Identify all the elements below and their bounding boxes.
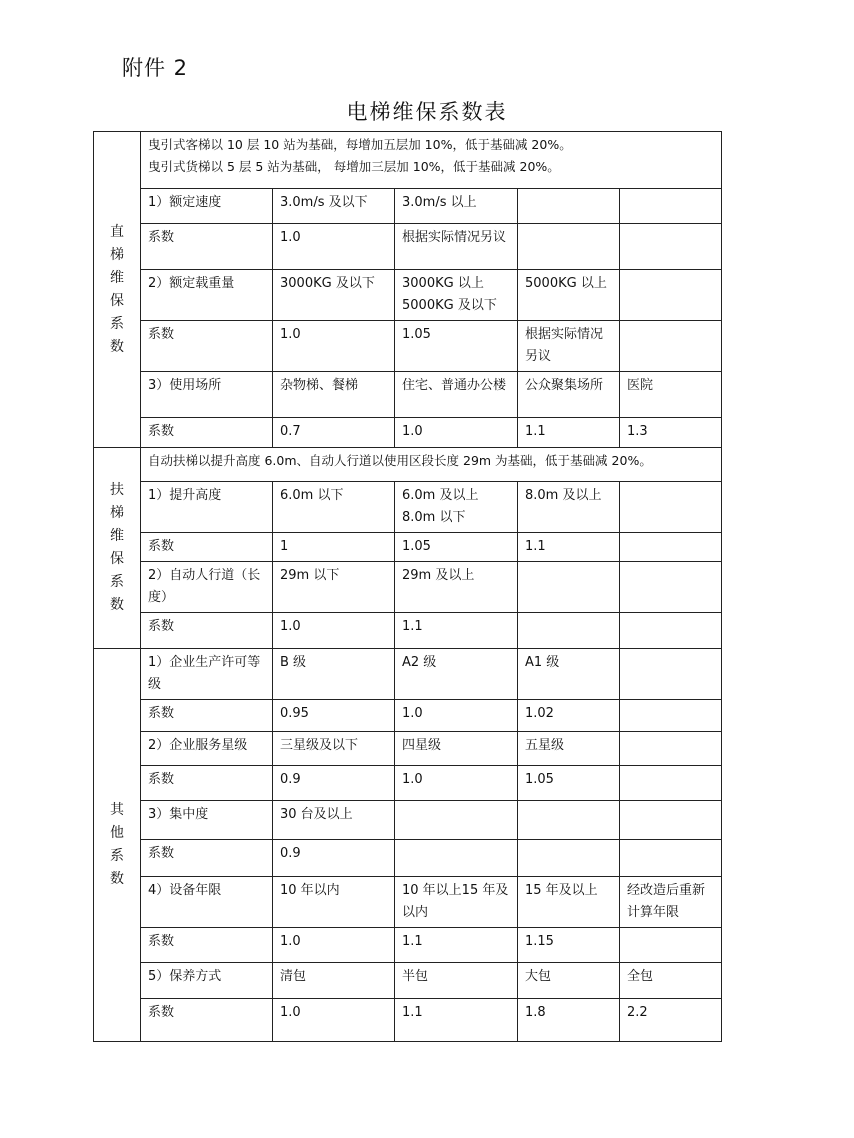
row-label-cell: 2）企业服务星级 xyxy=(141,732,273,766)
table-row xyxy=(94,613,722,649)
page-title: 电梯维保系数表 xyxy=(346,100,508,124)
row-label-cell: 1）企业生产许可等级 xyxy=(141,649,273,700)
value-cell: 0.9 xyxy=(273,840,395,877)
value-cell: 大包 xyxy=(518,963,620,999)
value-cell xyxy=(620,732,722,766)
value-cell: 1.1 xyxy=(518,533,620,562)
value-cell xyxy=(620,840,722,877)
category-escalator xyxy=(94,448,141,649)
value-cell: 1.05 xyxy=(518,766,620,801)
row-label-cell: 系数 xyxy=(141,766,273,801)
row-label-cell: 系数 xyxy=(141,321,273,372)
table-row xyxy=(94,482,722,533)
row-label-cell: 系数 xyxy=(141,840,273,877)
value-cell: 1 xyxy=(273,533,395,562)
row-label-cell: 3）集中度 xyxy=(141,801,273,840)
intro-line: 曳引式货梯以 5 层 5 站为基础， 每增加三层加 10%，低于基础减 20%。 xyxy=(148,159,560,174)
intro-line: 自动扶梯以提升高度 6.0m、自动人行道以使用区段长度 29m 为基础，低于基础减 20%。 xyxy=(148,453,652,468)
section-intro-row xyxy=(94,448,722,482)
table-row xyxy=(94,649,722,700)
table-row xyxy=(94,801,722,840)
value-cell: 根据实际情况另议 xyxy=(395,224,518,270)
value-cell: A1 级 xyxy=(518,649,620,700)
value-cell: 3000KG 以上5000KG 及以下 xyxy=(395,270,518,321)
value-cell: 29m 以下 xyxy=(273,562,395,613)
value-cell: 10 年以内 xyxy=(273,877,395,928)
value-cell xyxy=(620,613,722,649)
value-cell: 29m 及以上 xyxy=(395,562,518,613)
category-label: 直梯维保系数 xyxy=(110,223,124,355)
table-row xyxy=(94,700,722,732)
value-cell xyxy=(518,224,620,270)
table-row xyxy=(94,270,722,321)
table-row xyxy=(94,732,722,766)
category-label: 扶梯维保系数 xyxy=(110,482,124,613)
table-row xyxy=(94,562,722,613)
value-cell xyxy=(518,840,620,877)
value-cell: 医院 xyxy=(620,372,722,418)
value-cell: B 级 xyxy=(273,649,395,700)
value-cell xyxy=(620,766,722,801)
value-cell: 半包 xyxy=(395,963,518,999)
value-cell: 1.0 xyxy=(273,999,395,1042)
table-row xyxy=(94,224,722,270)
table-row xyxy=(94,877,722,928)
category-other xyxy=(94,649,141,1042)
value-cell: 1.0 xyxy=(395,418,518,448)
value-cell xyxy=(395,801,518,840)
row-label-cell: 系数 xyxy=(141,533,273,562)
value-cell xyxy=(620,801,722,840)
row-label-cell: 2）自动人行道（长度） xyxy=(141,562,273,613)
value-cell xyxy=(620,482,722,533)
value-cell: 三星级及以下 xyxy=(273,732,395,766)
value-cell: 1.0 xyxy=(273,224,395,270)
value-cell: 0.7 xyxy=(273,418,395,448)
value-cell xyxy=(620,270,722,321)
section-intro-row xyxy=(94,132,722,189)
table-row xyxy=(94,321,722,372)
value-cell: 3.0m/s 及以下 xyxy=(273,189,395,224)
row-label-cell: 1）额定速度 xyxy=(141,189,273,224)
value-cell: 1.0 xyxy=(273,613,395,649)
value-cell xyxy=(620,224,722,270)
value-cell: 6.0m 及以上8.0m 以下 xyxy=(395,482,518,533)
category-label: 其他系数 xyxy=(110,802,124,887)
coefficient-table xyxy=(93,131,722,1042)
value-cell: 1.15 xyxy=(518,928,620,963)
value-cell: 3000KG 及以下 xyxy=(273,270,395,321)
value-cell: 30 台及以上 xyxy=(273,801,395,840)
table-row xyxy=(94,372,722,418)
value-cell: 1.0 xyxy=(273,928,395,963)
row-label-cell: 系数 xyxy=(141,224,273,270)
value-cell: 8.0m 及以上 xyxy=(518,482,620,533)
row-label-cell: 2）额定载重量 xyxy=(141,270,273,321)
row-label-cell: 1）提升高度 xyxy=(141,482,273,533)
value-cell xyxy=(395,840,518,877)
value-cell xyxy=(620,928,722,963)
value-cell: 五星级 xyxy=(518,732,620,766)
value-cell xyxy=(620,649,722,700)
value-cell: 1.0 xyxy=(273,321,395,372)
row-label-cell: 系数 xyxy=(141,999,273,1042)
value-cell: 杂物梯、餐梯 xyxy=(273,372,395,418)
table-row xyxy=(94,928,722,963)
value-cell xyxy=(620,562,722,613)
value-cell xyxy=(518,189,620,224)
value-cell: 住宅、普通办公楼 xyxy=(395,372,518,418)
value-cell xyxy=(620,189,722,224)
section-intro xyxy=(141,132,722,189)
value-cell xyxy=(620,321,722,372)
value-cell: 6.0m 以下 xyxy=(273,482,395,533)
value-cell: 10 年以上15 年及以内 xyxy=(395,877,518,928)
value-cell: 1.8 xyxy=(518,999,620,1042)
value-cell: 四星级 xyxy=(395,732,518,766)
section-intro xyxy=(141,448,722,482)
value-cell: 全包 xyxy=(620,963,722,999)
value-cell: 根据实际情况另议 xyxy=(518,321,620,372)
intro-line: 曳引式客梯以 10 层 10 站为基础，每增加五层加 10%，低于基础减 20%。 xyxy=(148,137,572,152)
row-label-cell: 系数 xyxy=(141,613,273,649)
row-label-cell: 系数 xyxy=(141,700,273,732)
value-cell: 1.1 xyxy=(395,613,518,649)
table-row xyxy=(94,766,722,801)
value-cell: 2.2 xyxy=(620,999,722,1042)
value-cell: 公众聚集场所 xyxy=(518,372,620,418)
table-row xyxy=(94,533,722,562)
value-cell: 1.1 xyxy=(518,418,620,448)
value-cell xyxy=(518,801,620,840)
value-cell: 1.0 xyxy=(395,766,518,801)
value-cell: 经改造后重新计算年限 xyxy=(620,877,722,928)
value-cell: 15 年及以上 xyxy=(518,877,620,928)
table-row xyxy=(94,999,722,1042)
value-cell: 3.0m/s 以上 xyxy=(395,189,518,224)
value-cell xyxy=(518,562,620,613)
value-cell: 1.05 xyxy=(395,533,518,562)
row-label-cell: 3）使用场所 xyxy=(141,372,273,418)
value-cell xyxy=(620,700,722,732)
table-row xyxy=(94,189,722,224)
value-cell: 1.3 xyxy=(620,418,722,448)
value-cell xyxy=(620,533,722,562)
value-cell: A2 级 xyxy=(395,649,518,700)
table-row xyxy=(94,963,722,999)
value-cell: 1.02 xyxy=(518,700,620,732)
row-label-cell: 系数 xyxy=(141,418,273,448)
value-cell: 1.05 xyxy=(395,321,518,372)
value-cell: 1.0 xyxy=(395,700,518,732)
value-cell xyxy=(518,613,620,649)
value-cell: 1.1 xyxy=(395,928,518,963)
row-label-cell: 系数 xyxy=(141,928,273,963)
value-cell: 清包 xyxy=(273,963,395,999)
row-label-cell: 5）保养方式 xyxy=(141,963,273,999)
table-row xyxy=(94,418,722,448)
category-straight xyxy=(94,132,141,448)
value-cell: 5000KG 以上 xyxy=(518,270,620,321)
value-cell: 1.1 xyxy=(395,999,518,1042)
row-label-cell: 4）设备年限 xyxy=(141,877,273,928)
value-cell: 0.9 xyxy=(273,766,395,801)
table-row xyxy=(94,840,722,877)
attachment-label: 附件 2 xyxy=(122,56,189,80)
value-cell: 0.95 xyxy=(273,700,395,732)
